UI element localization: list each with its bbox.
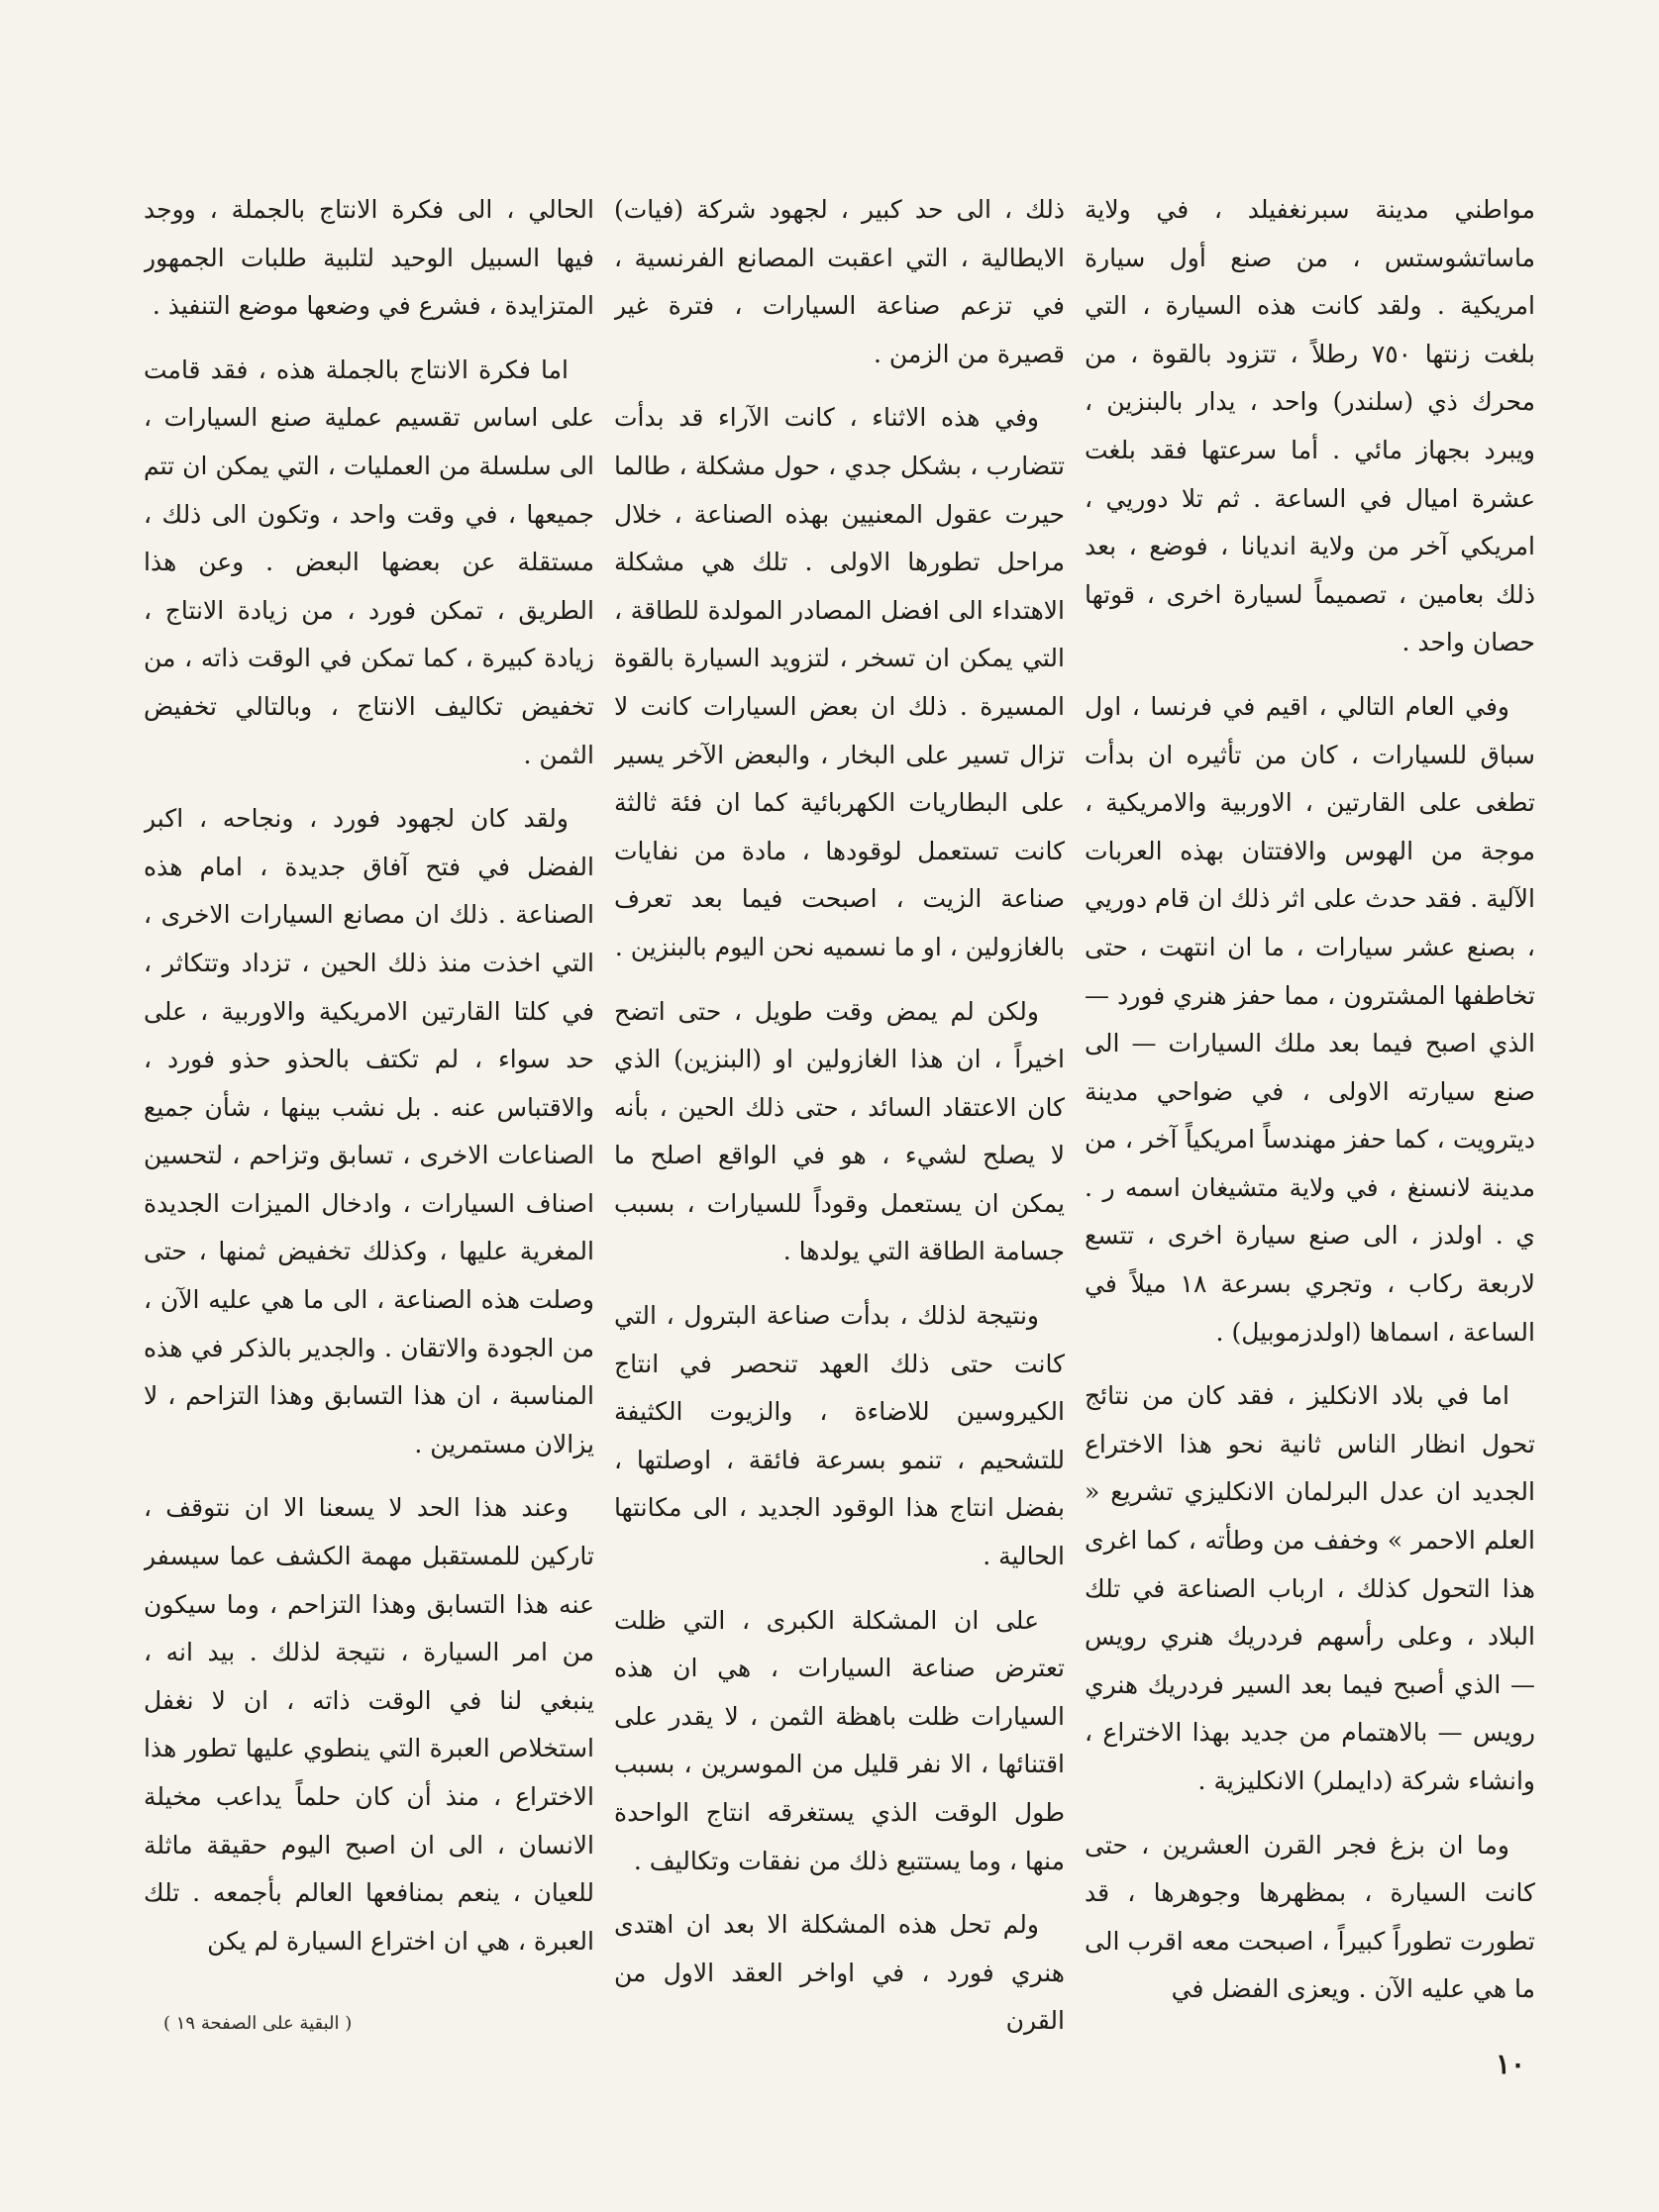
paragraph: ولم تحل هذه المشكلة الا بعد ان اهتدى هنري فورد ، في اواخر العقد الاول من القرن <box>614 1910 1065 2036</box>
column-right <box>1085 186 1535 2038</box>
paragraph: وفي العام التالي ، اقيم في فرنسا ، اول سباق للسيارات ، كان من تأثيره ان بدأت تطغى على القارتين ، الاوربية والامريكية ، موجة من الهوس والافتتان بهذه العربات الآلية . فقد حدث على اثر ذلك ان قام دوريي ، بصنع عشر سيارات ، ما ان انتهت ، حتى تخاطفها المشترون ، مما حفز هنري فورد — الذي اصبح فيما بعد ملك السيارات — الى صنع سيارته الاولى ، في ضواحي مدينة ديترويت ، كما حفز مهندساً امريكياً آخر ، من مدينة لانسنغ ، في ولاية متشيغان اسمه ر . ي . اولدز ، الى صنع سيارة اخرى ، تتسع لاربعة ركاب ، وتجري بسرعة ١٨ ميلاً في الساعة ، اسماها (اولدزموبيل) . <box>1085 691 1535 1347</box>
paragraph: ذلك ، الى حد كبير ، لجهود شركة (فيات) الايطالية ، التي اعقبت المصانع الفرنسية ، في تزعم صناعة السيارات ، فترة غير قصيرة من الزمن . <box>614 195 1065 368</box>
paragraph: مواطني مدينة سبرنغفيلد ، في ولاية ماساتشوستس ، من صنع أول سيارة امريكية . ولقد كانت هذه السيارة ، التي بلغت زنتها ٧٥٠ رطلاً ، تتزود بالقوة ، من محرك ذي (سلندر) واحد ، يدار بالبنزين ، ويبرد بجهاز مائي . أما سرعتها فقد بلغت عشرة اميال في الساعة . ثم تلا دوريي ، امريكي آخر من ولاية انديانا ، فوضع ، بعد ذلك بعامين ، تصميماً لسيارة اخرى ، قوتها حصان واحد . <box>1085 195 1535 657</box>
paragraph: وما ان بزغ فجر القرن العشرين ، حتى كانت السيارة ، بمظهرها وجوهرها ، قد تطورت تطوراً كبيراً ، اصبحت معه اقرب الى ما هي عليه الآن . ويعزى الفضل في <box>1085 1830 1535 2004</box>
paragraph: ولقد كان لجهود فورد ، ونجاحه ، اكبر الفضل في فتح آفاق جديدة ، امام هذه الصناعة . ذلك ان مصانع السيارات الاخرى ، التي اخذت منذ ذلك الحين ، تزداد وتتكاثر ، في كلتا القارتين الامريكية والاوربية ، على حد سواء ، لم تكتف بالحذو حذو فورد ، والاقتباس عنه . بل نشب بينها ، شأن جميع الصناعات الاخرى ، تسابق وتزاحم ، لتحسين اصناف السيارات ، وادخال الميزات الجديدة المغرية عليها ، وكذلك تخفيض ثمنها ، حتى وصلت هذه الصناعة ، الى ما هي عليه الآن ، من الجودة والاتقان . والجدير بالذكر في هذه المناسبة ، ان هذا التسابق وهذا التزاحم ، لا يزالان مستمرين . <box>144 804 594 1458</box>
paragraph: ولكن لم يمض وقت طويل ، حتى اتضح اخيراً ، ان هذا الغازولين او (البنزين) الذي كان الاعتقاد السائد ، حتى ذلك الحين ، بأنه لا يصلح لشيء ، هو في الواقع اصلح ما يمكن ان يستعمل وقوداً للسيارات ، بسبب جسامة الطاقة التي يولدها . <box>614 996 1065 1266</box>
paragraph: ونتيجة لذلك ، بدأت صناعة البترول ، التي كانت حتى ذلك العهد تنحصر في انتاج الكيروسين للاضاءة ، والزيوت الكثيفة للتشحيم ، تنمو بسرعة فائقة ، اوصلتها ، بفضل انتاج هذا الوقود الجديد ، الى مكانتها الحالية . <box>614 1301 1065 1571</box>
article-columns <box>144 186 1535 2038</box>
paragraph: الحالي ، الى فكرة الانتاج بالجملة ، ووجد فيها السبيل الوحيد لتلبية طلبات الجمهور المتزايدة ، فشرع في وضعها موضع التنفيذ . <box>144 195 594 321</box>
paragraph: اما فكرة الانتاج بالجملة هذه ، فقد قامت على اساس تقسيم عملية صنع السيارات ، الى سلسلة من العمليات ، التي يمكن ان تتم جميعها ، في وقت واحد ، وتكون الى ذلك ، مستقلة عن بعضها البعض . وعن هذا الطريق ، تمكن فورد ، من زيادة الانتاج ، زيادة كبيرة ، كما تمكن في الوقت ذاته ، من تخفيض تكاليف الانتاج ، وبالتالي تخفيض الثمن . <box>144 354 594 769</box>
paragraph: اما في بلاد الانكليز ، فقد كان من نتائج تحول انظار الناس ثانية نحو هذا الاختراع الجديد ان عدل البرلمان الانكليزي تشريع « العلم الاحمر » وخفف من وطأته ، كما اغرى هذا التحول كذلك ، ارباب الصناعة في تلك البلاد ، وعلى رأسهم فردريك هنري رويس — الذي أصبح فيما بعد السير فردريك هنري رويس — بالاهتمام من جديد بهذا الاختراع ، وانشاء شركة (دايملر) الانكليزية . <box>1085 1381 1535 1795</box>
paragraph: وعند هذا الحد لا يسعنا الا ان نتوقف ، تاركين للمستقبل مهمة الكشف عما سيسفر عنه هذا التسابق وهذا التزاحم ، وما سيكون من امر السيارة ، نتيجة لذلك . بيد انه ، ينبغي لنا في الوقت ذاته ، ان لا نغفل استخلاص العبرة التي ينطوي عليها تطور هذا الاختراع ، منذ أن كان حلماً يداعب مخيلة الانسان ، الى ان اصبح اليوم حقيقة ماثلة للعيان ، ينعم بمنافعها العالم بأجمعه . تلك العبرة ، هي ان اختراع السيارة لم يكن <box>144 1493 594 1956</box>
column-middle <box>614 186 1065 2038</box>
page-number: ١٠ <box>1496 2048 1526 2080</box>
column-left <box>144 186 594 2038</box>
continuation-note: ( البقية على الصفحة ١٩ ) <box>163 2013 353 2034</box>
paragraph: على ان المشكلة الكبرى ، التي ظلت تعترض صناعة السيارات ، هي ان هذه السيارات ظلت باهظة الثمن ، لا يقدر على اقتنائها ، الا نفر قليل من الموسرين ، بسبب طول الوقت الذي يستغرقه انتاج الواحدة منها ، وما يستتبع ذلك من نفقات وتكاليف . <box>614 1605 1065 1875</box>
paragraph: وفي هذه الاثناء ، كانت الآراء قد بدأت تتضارب ، بشكل جدي ، حول مشكلة ، طالما حيرت عقول المعنيين بهذه الصناعة ، خلال مراحل تطورها الاولى . تلك هي مشكلة الاهتداء الى افضل المصادر المولدة للطاقة ، التي يمكن ان تسخر ، لتزويد السيارة بالقوة المسيرة . ذلك ان بعض السيارات كانت لا تزال تسير على البخار ، والبعض الآخر يسير على البطاريات الكهربائية كما ان فئة ثالثة كانت تستعمل لوقودها ، مادة من نفايات صناعة الزيت ، اصبحت فيما بعد تعرف بالغازولين ، او ما نسميه نحن اليوم بالبنزين . <box>614 403 1065 961</box>
